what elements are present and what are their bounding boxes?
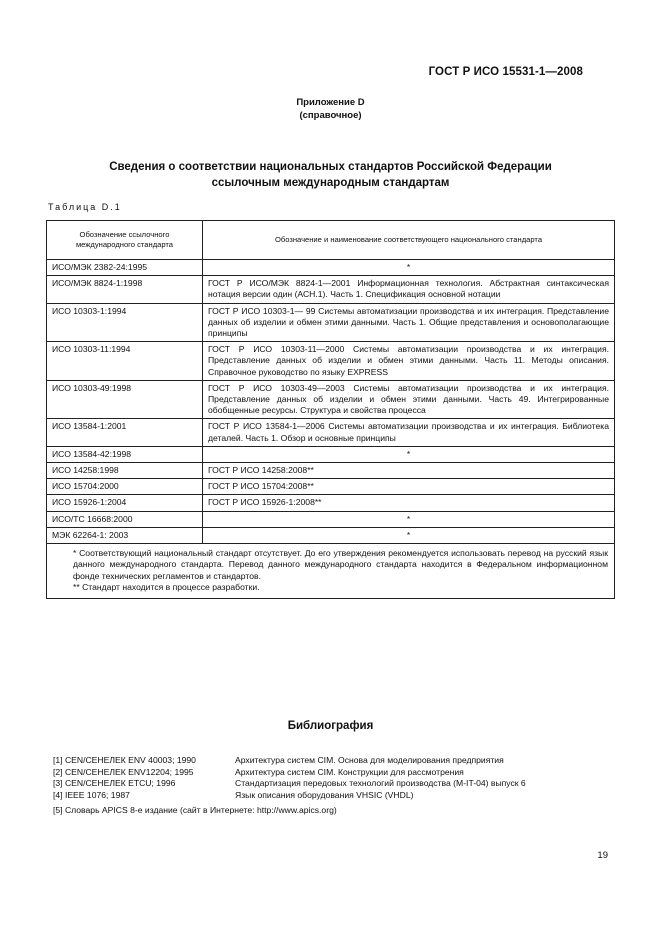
national-standard-cell: ГОСТ Р ИСО 10303-49—2003 Системы автоматизации производства и их интеграция. Представление данных об изделии и обмен этими данными. Часть 49. Интегрированные обобщенные ресурсы. Структура и свойства процесса [203,380,615,419]
bibliography-item [53,767,613,779]
bibliography-item [53,790,613,802]
international-standard-cell: ИСО/ТС 16668:2000 [47,511,203,527]
national-standard-cell: * [203,260,615,276]
national-standard-cell: ГОСТ Р ИСО 14258:2008** [203,463,615,479]
table-row [47,342,615,381]
footnote-double-asterisk: ** Стандарт находится в процессе разработки. [73,582,260,593]
national-standard-cell: * [203,527,615,543]
bibliography-reference: [2] CEN/СЕНЕЛЕК ENV12204; 1995 [53,766,194,777]
bibliography-item [53,778,613,790]
column-header-national: Обозначение и наименование соответствующего национального стандарта [203,221,615,260]
table-row [47,260,615,276]
table-row [47,276,615,303]
national-standard-cell: ГОСТ Р ИСО 10303-1— 99 Системы автоматизации производства и их интеграция. Представление данных об изделии и обмен этими данными. Часть 1. Общие представления и основополагающие принципы [203,303,615,342]
bibliography-reference: [4] IEEE 1076; 1987 [53,789,130,800]
table-footnote-row [47,544,615,599]
national-standard-cell: * [203,511,615,527]
bibliography-item [53,755,613,767]
international-standard-cell: ИСО 10303-1:1994 [47,303,203,342]
international-standard-cell: ИСО 14258:1998 [47,463,203,479]
international-standard-cell: ИСО/МЭК 8824-1:1998 [47,276,203,303]
table-footnotes [47,544,615,599]
international-standard-cell: ИСО/МЭК 2382-24:1995 [47,260,203,276]
table-row [47,511,615,527]
table-row [47,463,615,479]
bibliography-description: Архитектура систем CIM. Основа для моделирования предприятия [235,755,504,765]
column-header-international: Обозначение ссылочного международного стандарта [47,221,203,260]
table-row [47,303,615,342]
international-standard-cell: ИСО 10303-11:1994 [47,342,203,381]
bibliography-reference: [1] CEN/СЕНЕЛЕК ENV 40003; 1990 [53,755,196,765]
national-standard-cell: * [203,446,615,462]
table-row [47,479,615,495]
national-standard-cell: ГОСТ Р ИСО 15704:2008** [203,479,615,495]
international-standard-cell: ИСО 13584-42:1998 [47,446,203,462]
section-title [0,159,661,191]
annex-title: Приложение D [296,97,365,108]
bibliography-title: Библиография [287,720,374,732]
bibliography-description: Стандартизация передовых технологий производства (M-IT-04) выпуск 6 [235,778,526,788]
bibliography-reference: [3] CEN/СЕНЕЛЕК ETCU; 1996 [53,778,176,788]
national-standard-cell: ГОСТ Р ИСО 10303-11—2000 Системы автоматизации производства и их интеграция. Представление данных об изделии и обмен этими данными. Часть 11. Методы описания. Справочное руководство по языку EXPRESS [203,342,615,381]
table-row [47,446,615,462]
table-caption: Таблица D.1 [48,202,122,212]
international-standard-cell: ИСО 10303-49:1998 [47,380,203,419]
national-standard-cell: ГОСТ Р ИСО 13584-1—2006 Системы автоматизации производства и их интеграция. Библиотека деталей. Часть 1. Обзор и основные принципы [203,419,615,446]
table-row [47,380,615,419]
page-number: 19 [597,850,608,861]
international-standard-cell: ИСО 13584-1:2001 [47,419,203,446]
document-standard-number: ГОСТ Р ИСО 15531-1—2008 [428,66,583,78]
section-title-line-1: Сведения о соответствии национальных стандартов Российской Федерации [109,161,552,173]
international-standard-cell: ИСО 15704:2000 [47,479,203,495]
footnote-single-asterisk: * Соответствующий национальный стандарт отсутствует. До его утверждения рекомендуется использовать перевод на русский язык данного международного стандарта. Перевод данного международного стандарта находится в Федеральном информационном фонде технических регламентов и стандартов. [73,548,608,581]
table-row [47,495,615,511]
annex-heading [0,96,661,122]
national-standard-cell: ГОСТ Р ИСО 15926-1:2008** [203,495,615,511]
bibliography-description: Язык описания оборудования VHSIC (VHDL) [235,789,414,800]
table-row [47,527,615,543]
annex-type: (справочное) [299,110,362,121]
standards-correspondence-table [46,220,615,599]
bibliography-item: [5] Словарь APICS 8-е издание (сайт в Интернете: http://www.apics.org) [53,805,337,815]
international-standard-cell: МЭК 62264-1: 2003 [47,527,203,543]
national-standard-cell: ГОСТ Р ИСО/МЭК 8824-1—2001 Информационная технология. Абстрактная синтаксическая нотация версии один (АСН.1). Часть 1. Спецификация основной нотации [203,276,615,303]
bibliography-list [53,755,613,817]
section-title-line-2: ссылочным международным стандартам [211,177,450,189]
table-row [47,419,615,446]
international-standard-cell: ИСО 15926-1:2004 [47,495,203,511]
table-header-row [47,221,615,260]
bibliography-description: Архитектура систем CIM. Конструкции для рассмотрения [235,766,464,777]
